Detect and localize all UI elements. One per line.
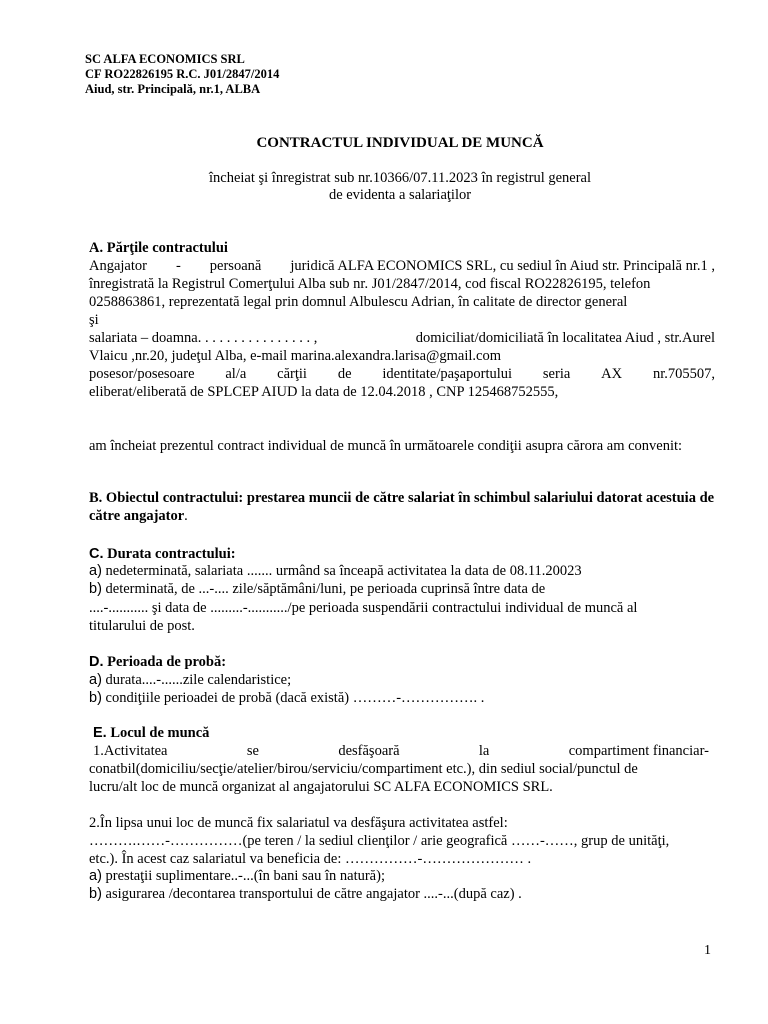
company-name: SC ALFA ECONOMICS SRL [85, 52, 245, 66]
section-e-p2-line-1: 2.În lipsa unui loc de muncă fix salariatul va desfăşura activitatea astfel: [89, 815, 508, 831]
page-number: 1 [704, 943, 711, 958]
company-registration: CF RO22826195 R.C. J01/2847/2014 [85, 67, 280, 81]
section-b-line-1: B. Obiectul contractului: prestarea muncii de către salariat în schimbul salariului datorat acestuia de [89, 490, 715, 506]
company-address: Aiud, str. Principală, nr.1, ALBA [85, 82, 261, 96]
document-title: CONTRACTUL INDIVIDUAL DE MUNCĂ [256, 135, 544, 151]
section-e-item-b: b) asigurarea /decontarea transportului de către angajator ....-...(după caz) . [89, 886, 522, 902]
section-a-line-6: Vlaicu ,nr.20, judeţul Alba, e-mail marina.alexandra.larisa@gmail.com [89, 348, 501, 364]
section-c-line-4: titularului de post. [89, 618, 195, 634]
subtitle-line-2: de evidenta a salariaţilor [328, 187, 472, 203]
section-e-p2-line-3: etc.). În acest caz salariatul va beneficia de: ……………-………………… . [89, 851, 532, 867]
section-e-heading: E. Locul de muncă [93, 725, 210, 741]
section-a-line-5: salariata – doamna. . . . . . . . . . . . . . . . , domiciliat/domiciliată în localitatea Aiud , str.Aurel [89, 330, 715, 346]
section-a-line-1: Angajator - persoană juridică ALFA ECONOMICS SRL, cu sediul în Aiud str. Principală nr.1 , [89, 258, 715, 274]
section-e-p1-line-1: 1.Activitatea se desfăşoară la compartiment financiar- [93, 743, 709, 759]
section-e-p1-line-3: lucru/alt loc de muncă organizat al angajatorului SC ALFA ECONOMICS SRL. [89, 779, 553, 795]
section-e-item-a: a) prestaţii suplimentare..-...(în bani sau în natură); [89, 868, 385, 884]
section-c-item-b: b) determinată, de ...-.... zile/săptămâni/luni, pe perioada cuprinsă între data de [89, 581, 546, 597]
section-d-item-b: b) condiţiile perioadei de probă (dacă există) ………-……………. . [89, 690, 485, 706]
section-a-line-2: înregistrată la Registrul Comerţului Alba sub nr. J01/2847/2014, cod fiscal RO22826195, telefon [89, 276, 651, 292]
section-d-item-a: a) durata....-......zile calendaristice; [89, 672, 292, 688]
section-d-heading: D. Perioada de probă: [89, 654, 227, 670]
section-c-item-a: a) nedeterminată, salariata ....... urmând sa înceapă activitatea la data de 08.11.20023 [89, 563, 582, 579]
section-c-line-3: ....-........... şi data de .........-.........../pe perioada suspendării contractului individual de muncă al [89, 600, 638, 616]
section-a-line-7: posesor/posesoare al/a cărţii de identitate/paşaportului seria AX nr.705507, [89, 366, 715, 382]
section-e-p2-line-2: ……….……-……………(pe teren / la sediul clienţilor / arie geografică ……-……, grup de unităţi, [89, 833, 670, 849]
section-c-heading: C. Durata contractului: [89, 546, 236, 562]
section-a-line-3: 0258863861, reprezentată legal prin domnul Albulescu Adrian, în calitate de director general [89, 294, 628, 310]
section-b-line-2: către angajator. [89, 508, 188, 524]
section-a-line-4: şi [89, 312, 99, 328]
agreement-text: am încheiat prezentul contract individual de muncă în următoarele condiţii asupra cărora am convenit: [89, 438, 683, 454]
subtitle-line-1: încheiat şi înregistrat sub nr.10366/07.11.2023 în registrul general [208, 170, 592, 186]
section-a-line-8: eliberat/eliberată de SPLCEP AIUD la data de 12.04.2018 , CNP 125468752555, [89, 384, 559, 400]
section-a-heading: A. Părţile contractului [89, 240, 228, 256]
section-e-p1-line-2: conatbil(domiciliu/secţie/atelier/birou/serviciu/compartiment etc.), din sediul social/punctul de [89, 761, 638, 777]
